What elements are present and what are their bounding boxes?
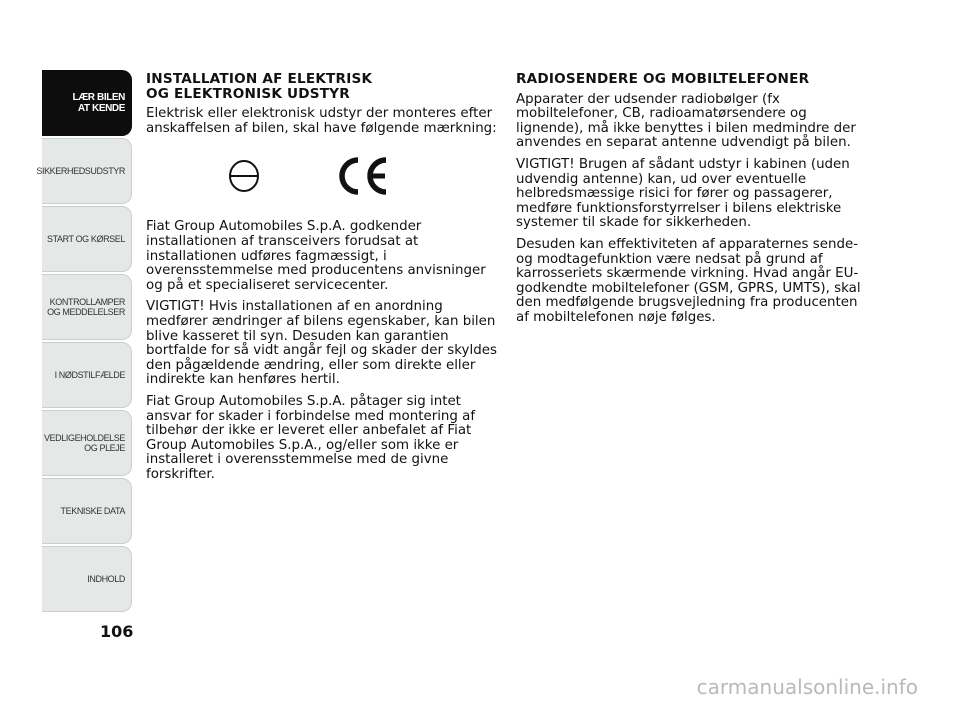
approval-marks — [146, 144, 498, 214]
liability-paragraph: Fiat Group Automobiles S.p.A. påtager sig intet ansvar for skader i forbindelse med montering af tilbehør der ikke er leveret eller anbefalet af Fiat Group Automobiles S.p.A., og/eller som ikke er installeret i overensstemmelse med de givne forskrifter. — [146, 393, 476, 482]
tab-vedligeholdelse[interactable]: VEDLIGEHOLDELSE OG PLEJE — [42, 410, 132, 476]
tab-indhold[interactable]: INDHOLD — [42, 546, 132, 612]
tab-tekniske-data[interactable]: TEKNISKE DATA — [42, 478, 132, 544]
radio-heading: RADIOSENDERE OG MOBILTELEFONER — [516, 71, 810, 87]
heading-line-1: INSTALLATION AF ELEKTRISK — [146, 71, 373, 87]
radio-paragraph-1: Apparater der udsender radiobølger (fx mobiltelefoner, CB, radioamatørsendere og lignende), må ikke benyttes i bilen medmindre der anvendes en separat antenne udvendigt på bilen. — [516, 91, 856, 151]
radio-paragraph-3: Desuden kan effektiviteten af apparaternes sende- og modtagefunktion være nedsat på grund af karrosseriets skærmende virkning. Hvad angår EU-godkendte mobiltelefoner (GSM, GPRS, UMTS), skal den medfølgende brugsvejledning fra producenten af mobiltelefonen nøje følges. — [516, 236, 861, 325]
approval-paragraph: Fiat Group Automobiles S.p.A. godkender installationen af transceivers forudsat at installationen udføres fagmæssigt, i overensstemmelse med producentens anvisninger og på et specialiseret servicecenter. — [146, 219, 486, 293]
right-column — [516, 72, 868, 333]
ce-mark-icon — [332, 154, 392, 198]
tab-sikkerhedsudstyr[interactable]: SIKKERHEDSUDSTYR — [42, 138, 132, 204]
section-heading — [146, 72, 498, 101]
heading-line-2: OG ELEKTRONISK UDSTYR — [146, 85, 350, 102]
tab-start-og-korsel[interactable]: START OG KØRSEL — [42, 206, 132, 272]
tab-kontrollamper[interactable]: KONTROLLAMPER OG MEDDELELSER — [42, 274, 132, 340]
radio-paragraph-2: VIGTIGT! Brugen af sådant udstyr i kabinen (uden udvendig antenne) kan, ud over eventuelle helbredsmæssige risici for fører og passagerer, medføre funktionsforstyrrelser i bilens elektriske systemer til skade for sikkerheden. — [516, 156, 850, 231]
left-column — [146, 72, 498, 489]
e-mark-icon — [224, 154, 264, 198]
warning-paragraph: VIGTIGT! Hvis installationen af en anordning medfører ændringer af bilens egenskaber, kan bilen blive kasseret til syn. Desuden kan garantien bortfalde for så vidt angår fejl og skader der skyldes den pågældende ændring, eller som direkte eller indirekte kan henføres hertil. — [146, 299, 497, 388]
intro-paragraph: Elektrisk eller elektronisk udstyr der monteres efter anskaffelsen af bilen, skal have følgende mærkning: — [146, 106, 497, 136]
page-number: 106 — [100, 622, 134, 641]
tab-i-nodstilfaelde[interactable]: I NØDSTILFÆLDE — [42, 342, 132, 408]
tab-laer-bilen-at-kende[interactable]: LÆR BILEN AT KENDE — [42, 70, 132, 136]
watermark: carmanualsonline.info — [696, 675, 918, 699]
